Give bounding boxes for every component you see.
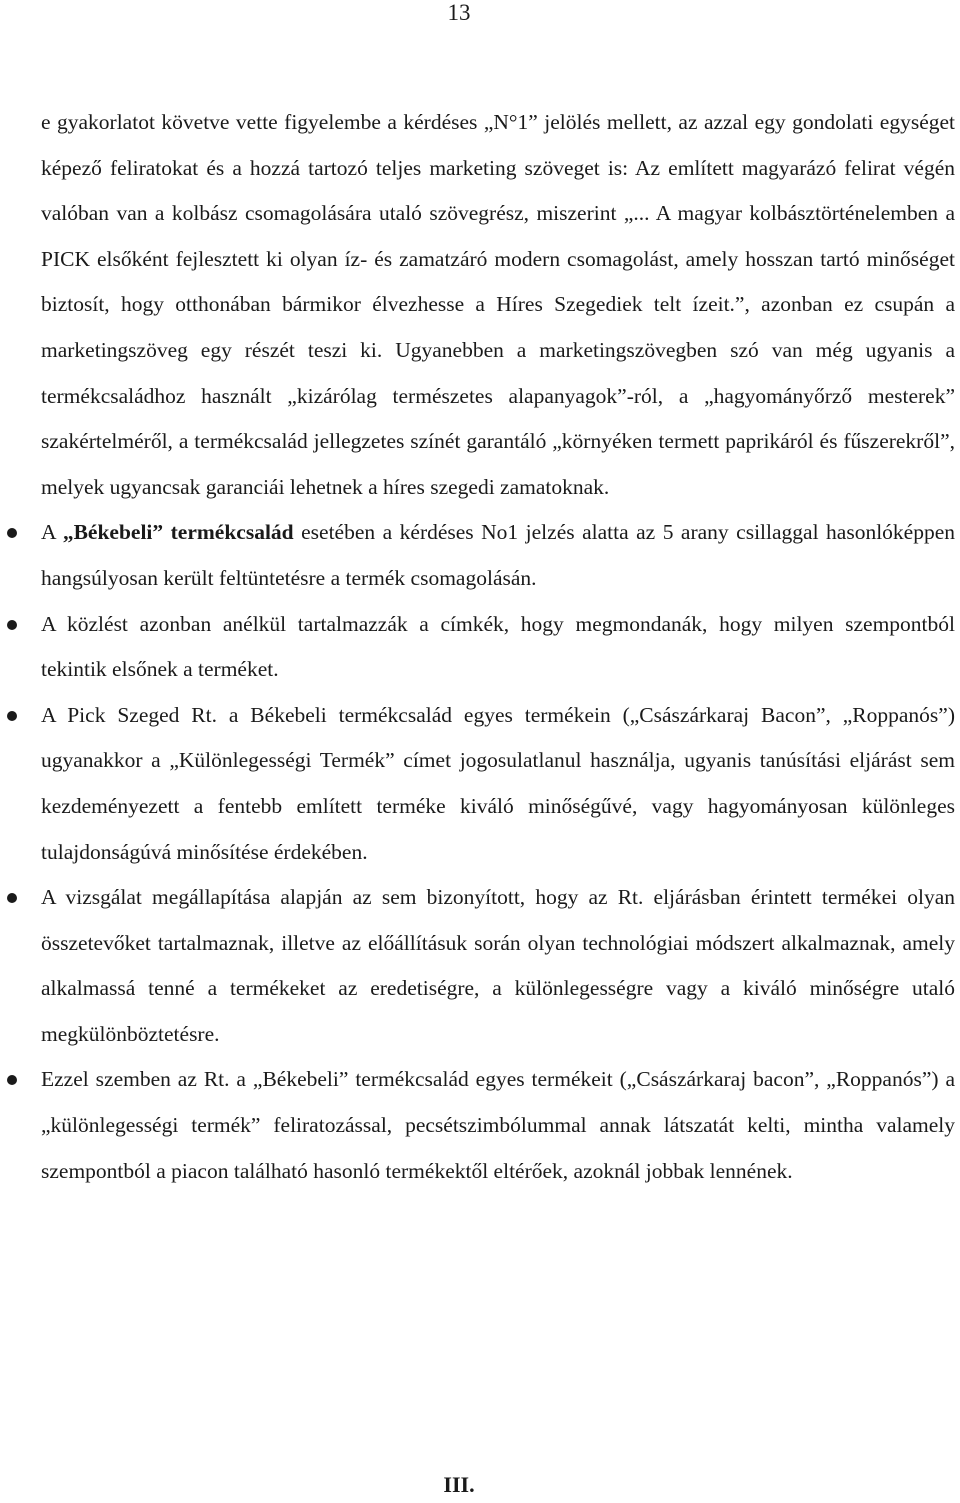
document-body — [41, 100, 955, 1194]
bullet-item-2 — [41, 602, 955, 693]
bullet-text: A Pick Szeged Rt. a Békebeli termékcsalád egyes termékein („Császárkaraj Bacon”, „Roppanós”) ugyanakkor a „Különlegességi Termék” címet jogosulatlanul használja, ugyanis tanúsítási eljárást sem kezdeményezett a fentebb említett terméke kiváló minőségűvé, vagy hagyományosan különleges tulajdonságúvá minősítése érdekében. — [41, 702, 955, 864]
bullet-dot-icon — [7, 893, 17, 903]
bullet-prefix: A — [41, 520, 63, 545]
bullet-text: esetében a kérdéses No1 jelzés alatta az 5 arany csillaggal hasonlóképpen hangsúlyosan került feltüntetésre a termék csomagolásán. — [41, 520, 955, 590]
bullet-dot-icon — [7, 620, 17, 630]
bullet-item-4 — [41, 875, 955, 1057]
page-number: 13 — [447, 0, 471, 25]
bullet-item-5 — [41, 1057, 955, 1194]
bullet-dot-icon — [7, 711, 17, 721]
bullet-item-1 — [41, 510, 955, 601]
section-footer-marker: III. — [443, 1472, 475, 1497]
bullet-dot-icon — [7, 1075, 17, 1085]
bullet-dot-icon — [7, 528, 17, 538]
bullet-bold-text: „Békebeli” termékcsalád — [62, 520, 294, 545]
intro-paragraph: e gyakorlatot követve vette figyelembe a kérdéses „N°1” jelölés mellett, az azzal egy gondolati egységet képező feliratokat és a hozzá tartozó teljes marketing szöveget is: Az említett magyarázó felirat végén valóban van a kolbász csomagolására utaló szövegrész, miszerint „... A magyar kolbásztörténelemben a PICK elsőként fejlesztett ki olyan íz- és zamatzáró modern csomagolást, amely hosszan tartó minőséget biztosít, hogy otthonában bármikor élvezhesse a Híres Szegediek telt ízeit.”, azonban ez csupán a marketingszöveg egy részét teszi ki. Ugyanebben a marketingszövegben szó van még ugyanis a termékcsaládhoz használt „kizárólag természetes alapanyagok”-ról, a „hagyományőrző mesterek” szakértelméről, a termékcsalád jellegzetes színét garantáló „környéken termett paprikáról és fűszerekről”, melyek ugyancsak garanciái lehetnek a híres szegedi zamatoknak. — [41, 110, 955, 499]
bullet-text: Ezzel szemben az Rt. a „Békebeli” termékcsalád egyes termékeit („Császárkaraj bacon”, „Roppanós”) a „különlegességi termék” feliratozással, pecsétszimbólummal annak látszatát kelti, mintha valamely szempontból a piacon található hasonló termékektől eltérőek, azoknál jobbak lennének. — [41, 1067, 955, 1183]
bullet-item-3 — [41, 693, 955, 875]
bullet-text: A vizsgálat megállapítása alapján az sem bizonyított, hogy az Rt. eljárásban érintett termékei olyan összetevőket tartalmaznak, illetve az előállításuk során olyan technológiai módszert alkalmaznak, amely alkalmassá tenné a termékeket az eredetiségre, a különlegességre vagy a kiváló minőségre utaló megkülönböztetésre. — [41, 885, 955, 1046]
bullet-list — [41, 510, 955, 1194]
bullet-text: A közlést azonban anélkül tartalmazzák a címkék, hogy megmondanák, hogy milyen szempontból tekintik elsőnek a terméket. — [41, 611, 955, 682]
